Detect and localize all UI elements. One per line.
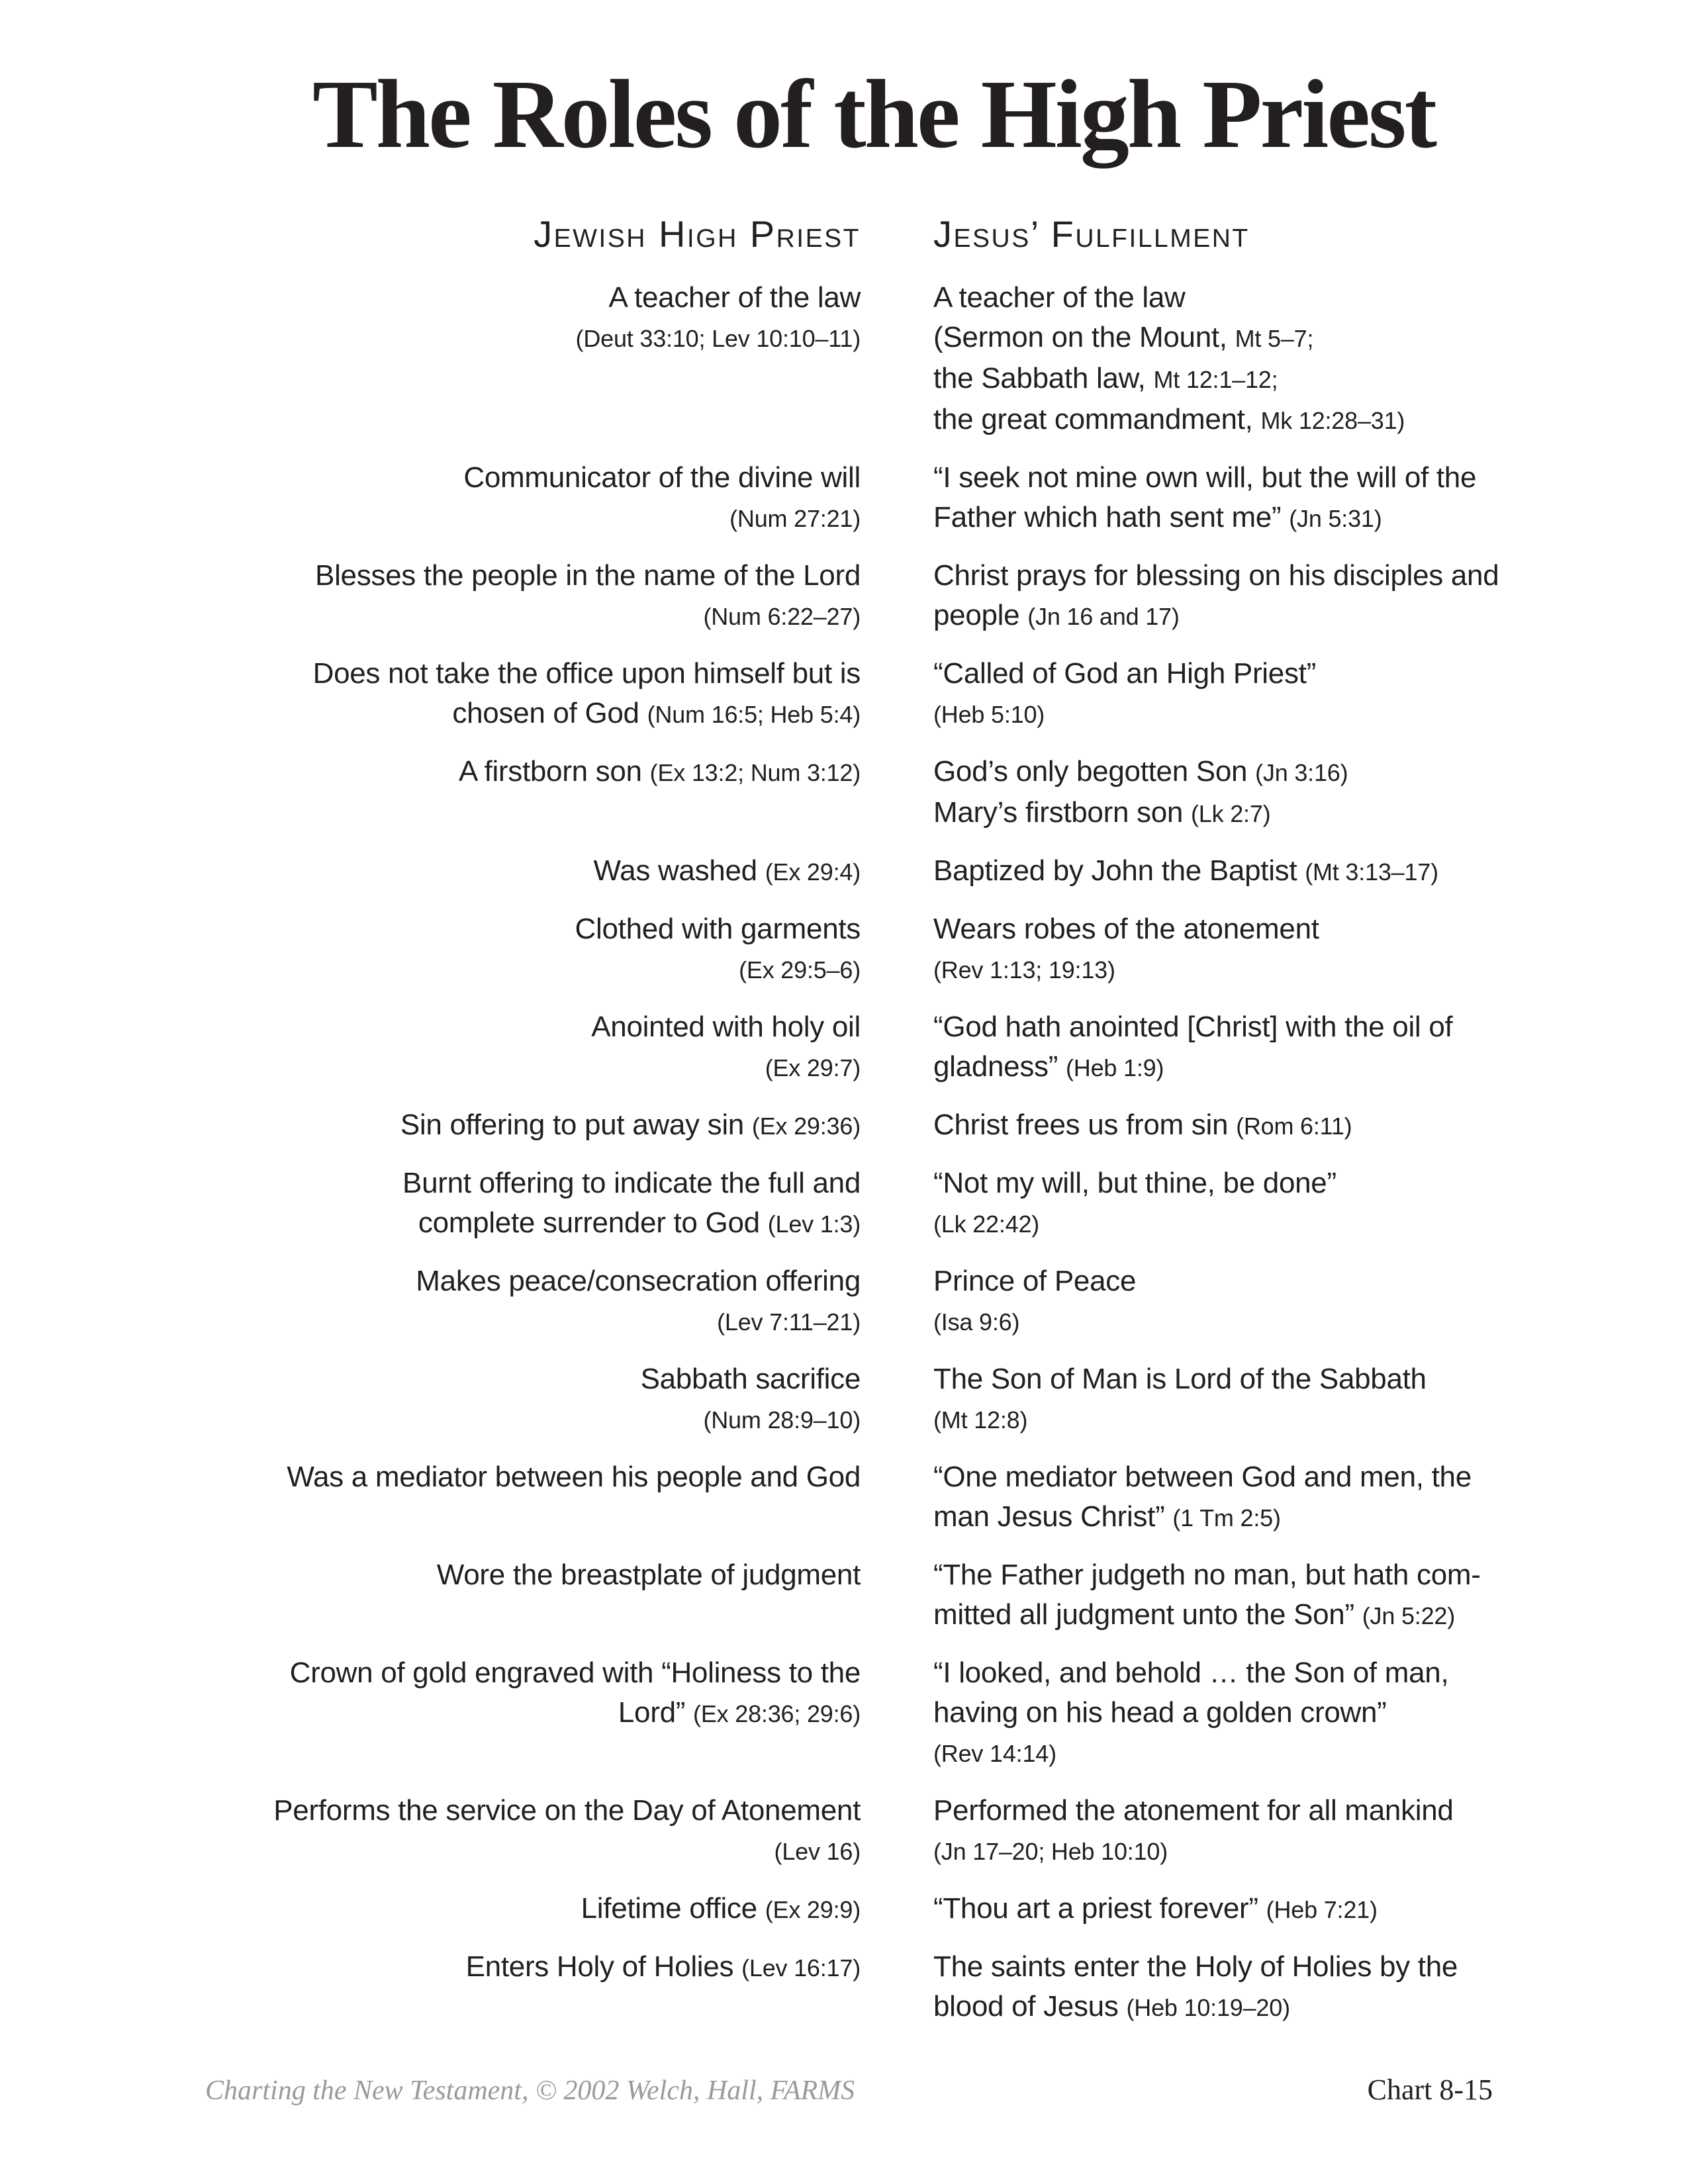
body-text: Enters Holy of Holies bbox=[465, 1950, 742, 1983]
body-text: Crown of gold engraved with “Holiness to the bbox=[289, 1657, 861, 1689]
body-text: the great commandment, bbox=[933, 403, 1261, 435]
body-text: Clothed with garments bbox=[575, 913, 861, 945]
text-line bbox=[933, 1693, 1516, 1733]
table-row bbox=[205, 1555, 1516, 1636]
comparison-chart bbox=[205, 213, 1516, 2045]
table-row bbox=[205, 1947, 1516, 2028]
body-text: “Called of God an High Priest” bbox=[933, 657, 1316, 690]
scripture-ref: (Num 28:9–10) bbox=[703, 1406, 861, 1433]
scripture-ref: (Heb 5:10) bbox=[933, 701, 1045, 728]
body-text: Wore the breastplate of judgment bbox=[436, 1559, 861, 1591]
text-line bbox=[933, 1497, 1516, 1538]
body-text: mitted all judgment unto the Son” bbox=[933, 1598, 1362, 1631]
jesus-fulfillment-cell bbox=[933, 1653, 1516, 1774]
scripture-ref: (Isa 9:6) bbox=[933, 1308, 1020, 1336]
jesus-fulfillment-cell bbox=[933, 1791, 1516, 1872]
text-line bbox=[933, 694, 1516, 735]
body-text: “I seek not mine own will, but the will of the bbox=[933, 461, 1477, 494]
text-line bbox=[933, 1261, 1516, 1301]
text-line bbox=[933, 1359, 1516, 1399]
scripture-ref: (Deut 33:10; Lev 10:10–11) bbox=[575, 325, 861, 352]
jesus-fulfillment-cell bbox=[933, 458, 1516, 539]
table-row bbox=[205, 1653, 1516, 1774]
scripture-ref: (Lev 16:17) bbox=[741, 1954, 861, 1981]
table-row bbox=[205, 1889, 1516, 1930]
body-text: Performed the atonement for all mankind bbox=[933, 1794, 1454, 1827]
jewish-high-priest-cell bbox=[205, 909, 861, 990]
jesus-fulfillment-cell bbox=[933, 1163, 1516, 1244]
body-text: Prince of Peace bbox=[933, 1265, 1137, 1297]
body-text: having on his head a golden crown” bbox=[933, 1696, 1387, 1729]
text-line bbox=[205, 752, 861, 793]
text-line bbox=[205, 1047, 861, 1088]
jesus-fulfillment-cell bbox=[933, 1889, 1516, 1930]
text-line bbox=[933, 851, 1516, 892]
text-line bbox=[933, 1653, 1516, 1693]
table-row bbox=[205, 278, 1516, 441]
body-text: Was washed bbox=[593, 854, 765, 887]
jesus-fulfillment-cell bbox=[933, 909, 1516, 990]
text-line bbox=[205, 1653, 861, 1693]
comparison-table bbox=[205, 278, 1516, 2028]
text-line bbox=[933, 359, 1516, 400]
scripture-ref: (Jn 5:22) bbox=[1362, 1602, 1456, 1629]
jewish-high-priest-cell bbox=[205, 1261, 861, 1342]
scripture-ref: (Jn 5:31) bbox=[1289, 505, 1382, 532]
body-text: God’s only begotten Son bbox=[933, 755, 1256, 788]
body-text: complete surrender to God bbox=[418, 1206, 768, 1239]
body-text: “God hath anointed [Christ] with the oil of bbox=[933, 1011, 1453, 1043]
text-line bbox=[205, 909, 861, 949]
jewish-high-priest-cell bbox=[205, 1653, 861, 1734]
text-line bbox=[205, 1399, 861, 1440]
column-header-jewish-high-priest: Jewish High Priest bbox=[534, 213, 861, 255]
scripture-ref: (Mt 3:13–17) bbox=[1305, 858, 1438, 886]
body-text: Lifetime office bbox=[581, 1892, 765, 1925]
column-header-row bbox=[205, 213, 1516, 255]
text-line bbox=[933, 909, 1516, 949]
body-text: “The Father judgeth no man, but hath com- bbox=[933, 1559, 1481, 1591]
jewish-high-priest-cell bbox=[205, 458, 861, 539]
jesus-fulfillment-cell bbox=[933, 1947, 1516, 2028]
table-row bbox=[205, 458, 1516, 539]
footer-chart-number: Chart 8-15 bbox=[1367, 2073, 1493, 2106]
text-line bbox=[933, 596, 1516, 637]
scripture-ref: (Lev 7:11–21) bbox=[717, 1308, 861, 1336]
scripture-ref: Mk 12:28–31) bbox=[1260, 407, 1405, 434]
scripture-ref: (Lk 22:42) bbox=[933, 1210, 1040, 1238]
text-line bbox=[933, 1457, 1516, 1497]
table-row bbox=[205, 654, 1516, 735]
body-text: Burnt offering to indicate the full and bbox=[402, 1167, 861, 1199]
text-line bbox=[933, 1595, 1516, 1636]
table-row bbox=[205, 1457, 1516, 1538]
scripture-ref: (Lev 16) bbox=[774, 1838, 861, 1865]
jesus-fulfillment-cell bbox=[933, 1007, 1516, 1088]
jewish-high-priest-cell bbox=[205, 1105, 861, 1146]
text-line bbox=[933, 1105, 1516, 1146]
body-text: Performs the service on the Day of Atonement bbox=[273, 1794, 861, 1827]
text-line bbox=[205, 556, 861, 596]
jesus-fulfillment-cell bbox=[933, 1457, 1516, 1538]
footer-credit: Charting the New Testament, © 2002 Welch, Hall, FARMS bbox=[205, 2075, 855, 2106]
body-text: people bbox=[933, 599, 1028, 631]
scripture-ref: (Ex 29:36) bbox=[751, 1113, 861, 1140]
jesus-fulfillment-cell bbox=[933, 1555, 1516, 1636]
jewish-high-priest-cell bbox=[205, 1007, 861, 1088]
jewish-high-priest-cell bbox=[205, 752, 861, 793]
jesus-fulfillment-cell bbox=[933, 654, 1516, 735]
text-line bbox=[205, 1105, 861, 1146]
text-line bbox=[933, 752, 1516, 793]
body-text: Christ prays for blessing on his disciples and bbox=[933, 559, 1499, 592]
text-line bbox=[205, 1359, 861, 1399]
body-text: Baptized by John the Baptist bbox=[933, 854, 1305, 887]
jewish-high-priest-cell bbox=[205, 1359, 861, 1440]
body-text: Blesses the people in the name of the Lord bbox=[315, 559, 861, 592]
text-line bbox=[205, 851, 861, 892]
scripture-ref: (Ex 29:4) bbox=[765, 858, 861, 886]
text-line bbox=[205, 654, 861, 694]
text-line bbox=[933, 556, 1516, 596]
scripture-ref: (Jn 16 and 17) bbox=[1027, 603, 1180, 630]
body-text: chosen of God bbox=[452, 697, 647, 729]
body-text: A firstborn son bbox=[458, 755, 650, 788]
text-line bbox=[933, 1555, 1516, 1595]
scripture-ref: (Ex 28:36; 29:6) bbox=[693, 1700, 861, 1727]
scripture-ref: (Rom 6:11) bbox=[1236, 1113, 1352, 1140]
text-line bbox=[933, 949, 1516, 990]
body-text: Anointed with holy oil bbox=[591, 1011, 861, 1043]
jesus-fulfillment-cell bbox=[933, 1105, 1516, 1146]
body-text: blood of Jesus bbox=[933, 1990, 1127, 2023]
text-line bbox=[205, 1301, 861, 1342]
body-text: Father which hath sent me” bbox=[933, 501, 1289, 533]
body-text: Christ frees us from sin bbox=[933, 1109, 1237, 1141]
text-line bbox=[933, 1987, 1516, 2028]
body-text: the Sabbath law, bbox=[933, 362, 1154, 394]
scripture-ref: (Rev 14:14) bbox=[933, 1740, 1056, 1767]
scripture-ref: (Heb 7:21) bbox=[1266, 1896, 1378, 1923]
text-line bbox=[933, 1831, 1516, 1872]
text-line bbox=[933, 1889, 1516, 1930]
jewish-high-priest-cell bbox=[205, 1555, 861, 1595]
table-row bbox=[205, 1105, 1516, 1146]
scripture-ref: (Jn 3:16) bbox=[1255, 759, 1348, 786]
text-line bbox=[205, 1889, 861, 1930]
jesus-fulfillment-cell bbox=[933, 1359, 1516, 1440]
scripture-ref: (Lk 2:7) bbox=[1191, 800, 1271, 827]
scripture-ref: (Num 6:22–27) bbox=[703, 603, 861, 630]
jewish-high-priest-cell bbox=[205, 556, 861, 637]
text-line bbox=[933, 1791, 1516, 1831]
text-line bbox=[205, 1791, 861, 1831]
column-header-jesus-fulfillment: Jesus’ Fulfillment bbox=[933, 213, 1250, 255]
scripture-ref: (Num 27:21) bbox=[729, 505, 861, 532]
body-text: gladness” bbox=[933, 1050, 1066, 1083]
scripture-ref: (Jn 17–20; Heb 10:10) bbox=[933, 1838, 1168, 1865]
body-text: Was a mediator between his people and God bbox=[287, 1461, 861, 1493]
jesus-fulfillment-cell bbox=[933, 1261, 1516, 1342]
table-row bbox=[205, 1007, 1516, 1088]
scripture-ref: (Ex 13:2; Num 3:12) bbox=[649, 759, 861, 786]
body-text: Lord” bbox=[618, 1696, 694, 1729]
body-text: (Sermon on the Mount, bbox=[933, 321, 1235, 353]
scripture-ref: (Heb 10:19–20) bbox=[1126, 1994, 1290, 2021]
jesus-fulfillment-cell bbox=[933, 556, 1516, 637]
body-text: Sin offering to put away sin bbox=[400, 1109, 752, 1141]
table-row bbox=[205, 1163, 1516, 1244]
text-line bbox=[933, 1203, 1516, 1244]
text-line bbox=[205, 1203, 861, 1244]
body-text: Wears robes of the atonement bbox=[933, 913, 1319, 945]
page-title: The Roles of the High Priest bbox=[312, 60, 1435, 169]
text-line bbox=[205, 278, 861, 318]
text-line bbox=[205, 1831, 861, 1872]
text-line bbox=[933, 318, 1516, 359]
body-text: Sabbath sacrifice bbox=[640, 1363, 861, 1395]
jewish-high-priest-cell bbox=[205, 1947, 861, 1988]
scripture-ref: (1 Tm 2:5) bbox=[1172, 1504, 1281, 1531]
text-line bbox=[933, 654, 1516, 694]
text-line bbox=[205, 1007, 861, 1047]
text-line bbox=[933, 498, 1516, 539]
text-line bbox=[205, 1457, 861, 1497]
text-line bbox=[205, 596, 861, 637]
scripture-ref: (Ex 29:9) bbox=[765, 1896, 861, 1923]
jewish-high-priest-cell bbox=[205, 1163, 861, 1244]
body-text: A teacher of the law bbox=[608, 281, 861, 314]
scripture-ref: (Ex 29:7) bbox=[765, 1054, 861, 1081]
body-text: “Not my will, but thine, be done” bbox=[933, 1167, 1336, 1199]
scripture-ref: (Ex 29:5–6) bbox=[739, 956, 861, 983]
table-row bbox=[205, 556, 1516, 637]
text-line bbox=[205, 1693, 861, 1734]
text-line bbox=[933, 278, 1516, 318]
table-row bbox=[205, 1791, 1516, 1872]
text-line bbox=[933, 1947, 1516, 1987]
table-row bbox=[205, 1359, 1516, 1440]
body-text: Makes peace/consecration offering bbox=[416, 1265, 861, 1297]
text-line bbox=[205, 1261, 861, 1301]
text-line bbox=[205, 694, 861, 735]
text-line bbox=[933, 1047, 1516, 1088]
body-text: man Jesus Christ” bbox=[933, 1500, 1173, 1533]
text-line bbox=[933, 1733, 1516, 1774]
footer bbox=[205, 2073, 1493, 2107]
scripture-ref: (Heb 1:9) bbox=[1066, 1054, 1164, 1081]
text-line bbox=[933, 1399, 1516, 1440]
scripture-ref: (Mt 12:8) bbox=[933, 1406, 1028, 1433]
table-row bbox=[205, 752, 1516, 834]
scripture-ref: (Num 16:5; Heb 5:4) bbox=[647, 701, 861, 728]
body-text: “One mediator between God and men, the bbox=[933, 1461, 1472, 1493]
text-line bbox=[933, 458, 1516, 498]
body-text: The saints enter the Holy of Holies by the bbox=[933, 1950, 1458, 1983]
body-text: “Thou art a priest forever” bbox=[933, 1892, 1266, 1925]
jesus-fulfillment-cell bbox=[933, 278, 1516, 441]
text-line bbox=[205, 949, 861, 990]
body-text: “I looked, and behold … the Son of man, bbox=[933, 1657, 1449, 1689]
jewish-high-priest-cell bbox=[205, 1791, 861, 1872]
body-text: The Son of Man is Lord of the Sabbath bbox=[933, 1363, 1427, 1395]
jesus-fulfillment-cell bbox=[933, 851, 1516, 892]
jewish-high-priest-cell bbox=[205, 851, 861, 892]
text-line bbox=[933, 1007, 1516, 1047]
text-line bbox=[933, 793, 1516, 834]
scripture-ref: (Lev 1:3) bbox=[767, 1210, 861, 1238]
body-text: Communicator of the divine will bbox=[463, 461, 861, 494]
scripture-ref: (Rev 1:13; 19:13) bbox=[933, 956, 1115, 983]
scripture-ref: Mt 12:1–12; bbox=[1153, 366, 1278, 393]
table-row bbox=[205, 1261, 1516, 1342]
table-row bbox=[205, 909, 1516, 990]
body-text: A teacher of the law bbox=[933, 281, 1186, 314]
text-line bbox=[205, 1163, 861, 1203]
table-row bbox=[205, 851, 1516, 892]
text-line bbox=[205, 1947, 861, 1988]
text-line bbox=[933, 1163, 1516, 1203]
body-text: Does not take the office upon himself but is bbox=[312, 657, 861, 690]
text-line bbox=[933, 400, 1516, 441]
text-line bbox=[933, 1301, 1516, 1342]
text-line bbox=[205, 1555, 861, 1595]
jewish-high-priest-cell bbox=[205, 654, 861, 735]
text-line bbox=[205, 458, 861, 498]
jesus-fulfillment-cell bbox=[933, 752, 1516, 834]
jewish-high-priest-cell bbox=[205, 1889, 861, 1930]
jewish-high-priest-cell bbox=[205, 278, 861, 359]
jewish-high-priest-cell bbox=[205, 1457, 861, 1497]
body-text: Mary’s firstborn son bbox=[933, 796, 1192, 829]
text-line bbox=[205, 318, 861, 359]
scripture-ref: Mt 5–7; bbox=[1235, 325, 1314, 352]
text-line bbox=[205, 498, 861, 539]
